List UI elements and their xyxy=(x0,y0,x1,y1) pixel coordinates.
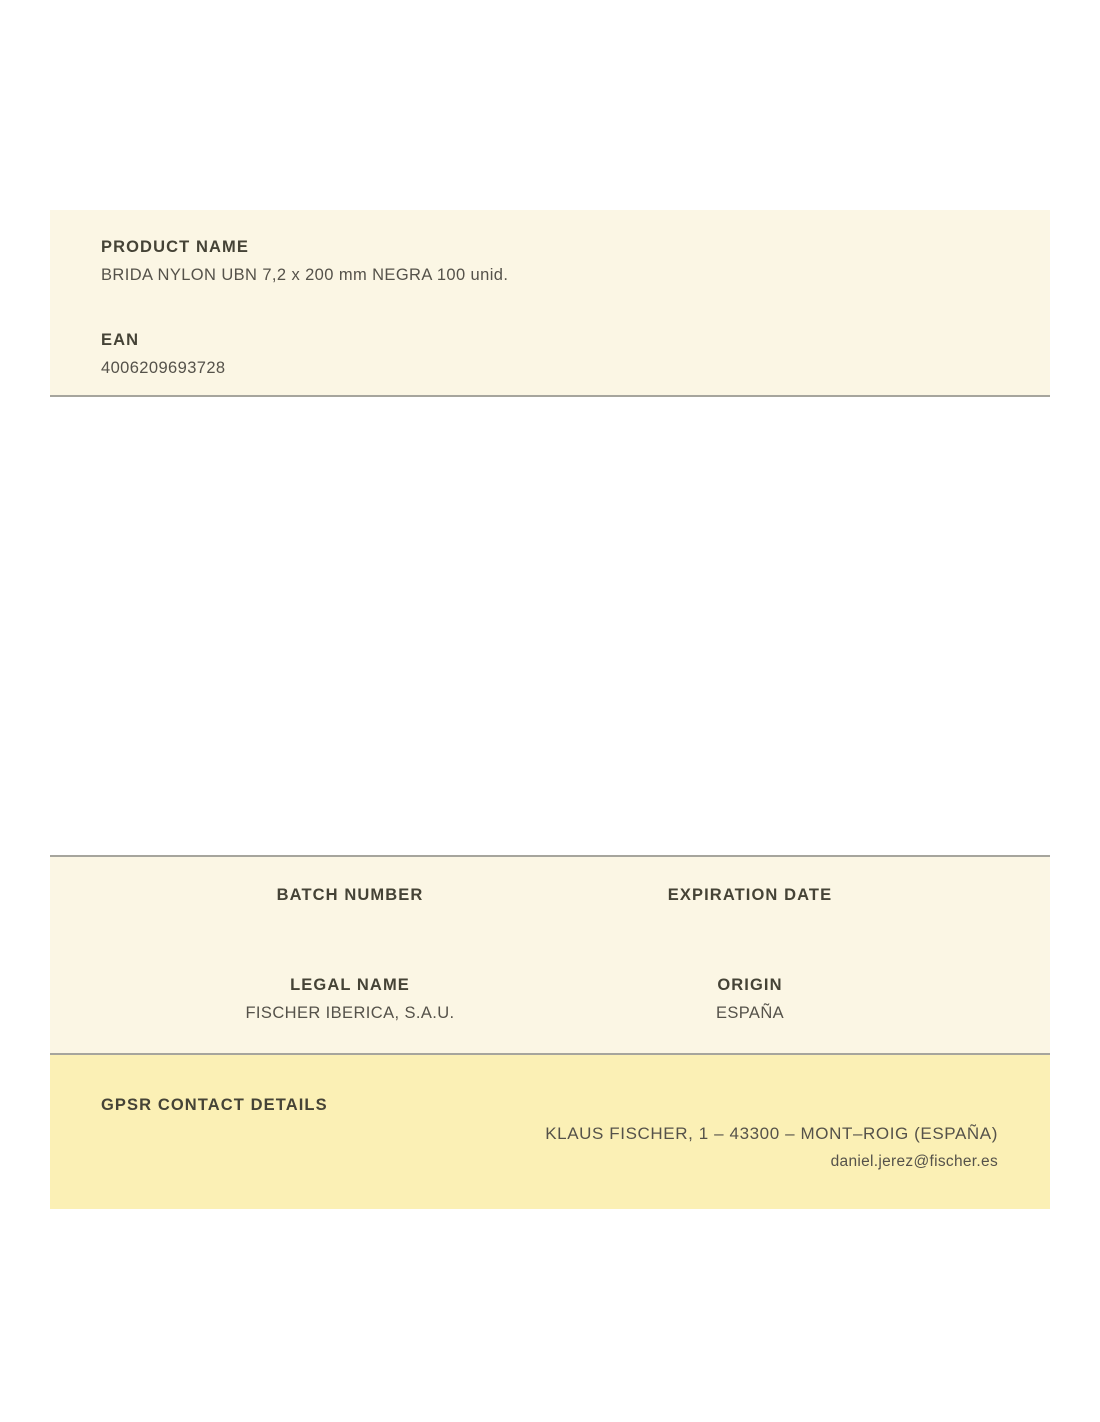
batch-origin-panel xyxy=(50,855,1050,1055)
product-name-label: PRODUCT NAME xyxy=(101,238,249,256)
gpsr-contact-address: KLAUS FISCHER, 1 – 43300 – MONT–ROIG (ESPAÑA) xyxy=(545,1123,998,1143)
batch-number-value xyxy=(150,905,550,976)
legal-name-label: LEGAL NAME xyxy=(290,975,410,994)
gpsr-contact-title: GPSR CONTACT DETAILS xyxy=(101,1096,328,1114)
expiration-origin-column xyxy=(550,886,950,1024)
ean-label: EAN xyxy=(101,330,140,349)
batch-origin-columns xyxy=(150,886,950,1024)
gpsr-contact-panel xyxy=(50,1055,1050,1209)
expiration-date-label: EXPIRATION DATE xyxy=(667,886,833,904)
product-name-value: BRIDA NYLON UBN 7,2 x 200 mm NEGRA 100 unid. xyxy=(101,265,509,284)
batch-legal-column xyxy=(150,886,550,1024)
origin-label: ORIGIN xyxy=(717,975,783,994)
legal-name-value: FISCHER IBERICA, S.A.U. xyxy=(245,1003,455,1022)
origin-value: ESPAÑA xyxy=(715,1003,785,1022)
batch-number-label: BATCH NUMBER xyxy=(276,886,424,904)
gpsr-contact-email: daniel.jerez@fischer.es xyxy=(830,1153,998,1171)
product-info-panel xyxy=(50,210,1050,397)
ean-value: 4006209693728 xyxy=(101,358,226,377)
expiration-date-value xyxy=(550,905,950,976)
